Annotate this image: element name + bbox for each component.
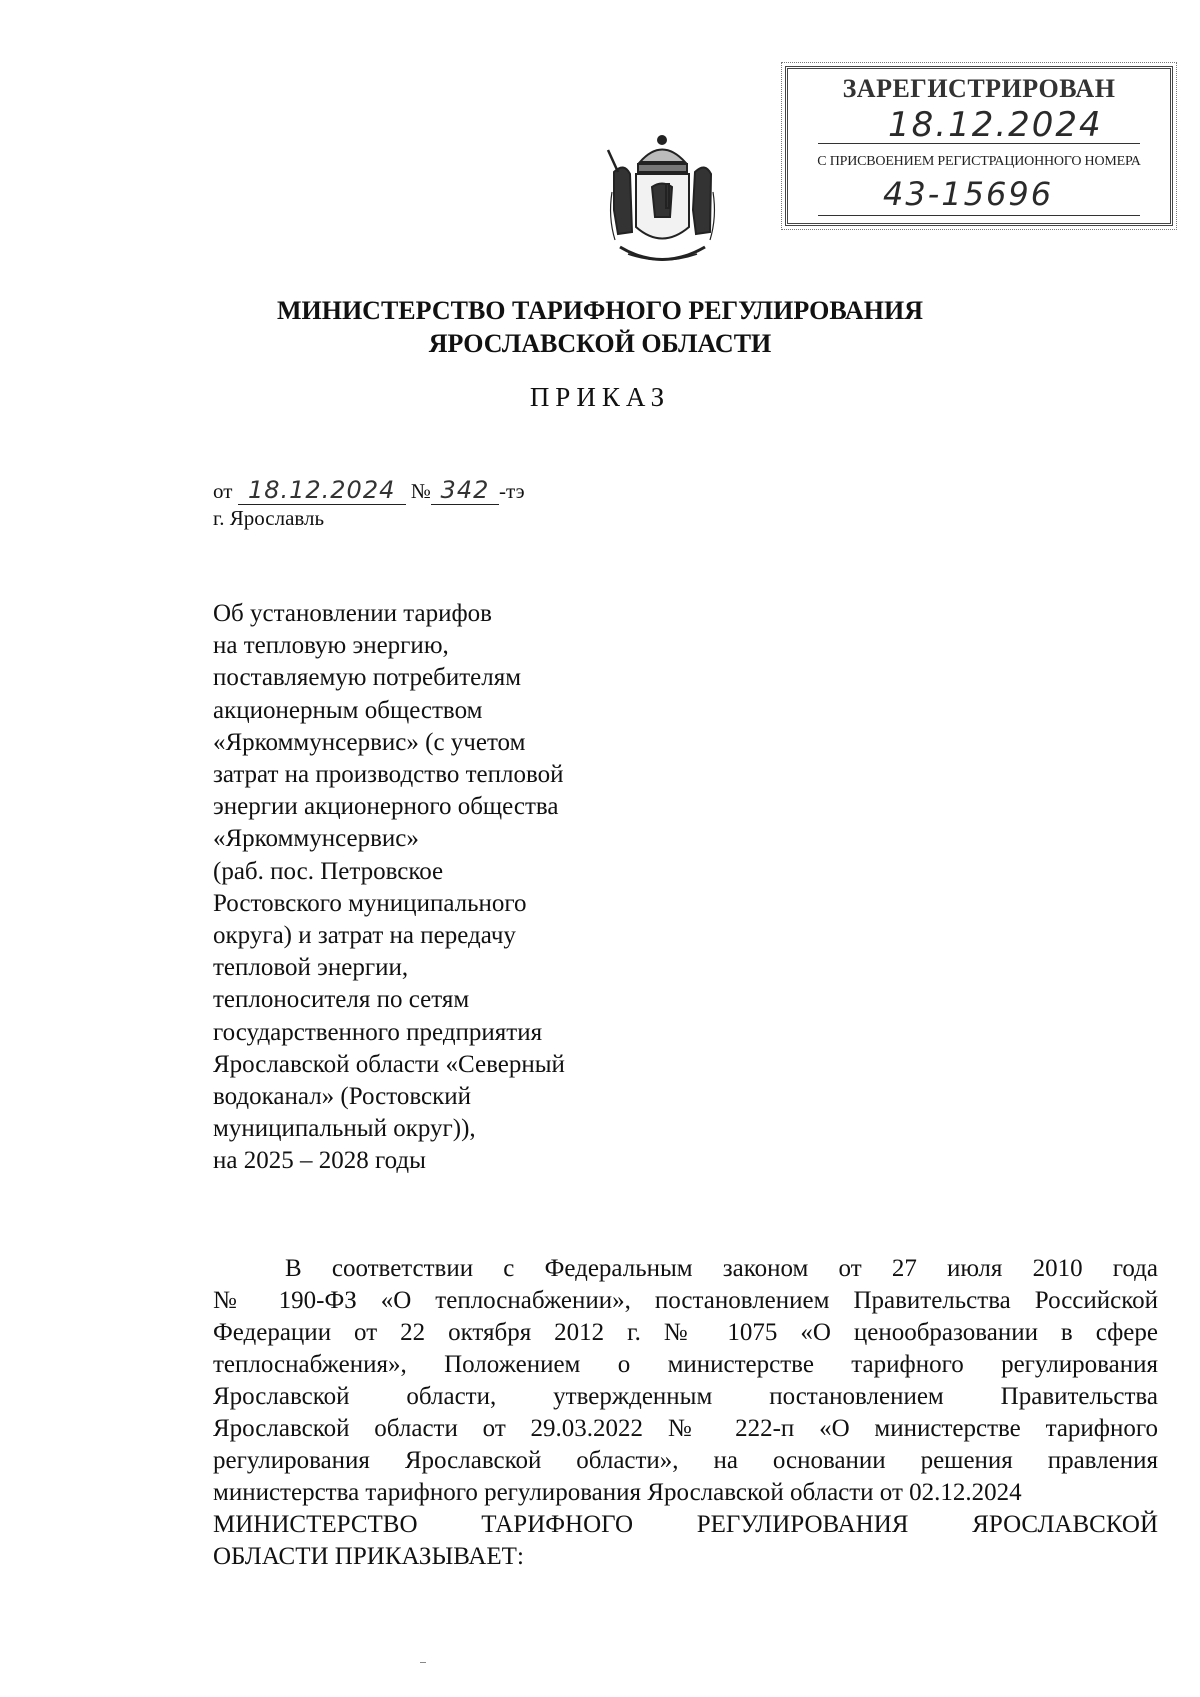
order-subject — [213, 598, 633, 1178]
body-line: теплоснабжения», Положением о министерстве тарифного регулирования — [213, 1351, 1158, 1378]
subject-line: на тепловую энергию, — [213, 632, 449, 660]
order-city: г. Ярославль — [213, 506, 325, 530]
body-line: ОБЛАСТИ ПРИКАЗЫВАЕТ: — [213, 1543, 524, 1570]
subject-line: Ярославской области «Северный — [213, 1050, 565, 1078]
body-line: В соответствии с Федеральным законом от 27 июля 2010 года — [285, 1255, 1158, 1282]
subject-line: государственного предприятия — [213, 1018, 543, 1046]
subject-line: поставляемую потребителям — [213, 664, 522, 692]
subject-line: муниципальный округ)), — [213, 1115, 476, 1143]
body-line: Ярославской области от 29.03.2022 № 222-п «О министерстве тарифного — [213, 1415, 1158, 1442]
order-from-label: от — [213, 479, 233, 503]
stamp-number-handwritten: 43-15696 — [883, 175, 1054, 213]
body-line: № 190-ФЗ «О теплоснабжении», постановлением Правительства Российской — [213, 1287, 1158, 1314]
order-preamble-paragraph — [213, 1253, 1158, 1573]
ministry-title-line1: МИНИСТЕРСТВО ТАРИФНОГО РЕГУЛИРОВАНИЯ — [276, 296, 924, 325]
subject-line: Ростовского муниципального — [213, 889, 527, 917]
stamp-number-line — [818, 215, 1140, 216]
document-type-title: ПРИКАЗ — [529, 382, 671, 412]
stamp-date-handwritten: 18.12.2024 — [888, 105, 1103, 145]
registration-stamp — [785, 66, 1173, 226]
order-number-suffix: -тэ — [498, 479, 525, 503]
subject-line: (раб. пос. Петровское — [213, 857, 444, 885]
subject-line: затрат на производство тепловой — [213, 761, 564, 789]
order-number-sign: № — [410, 479, 431, 503]
subject-line: округа) и затрат на передачу — [213, 922, 516, 950]
stamp-label: С ПРИСВОЕНИЕМ РЕГИСТРАЦИОННОГО НОМЕРА — [817, 154, 1141, 169]
ministry-title-line2: ЯРОСЛАВСКОЙ ОБЛАСТИ — [428, 329, 772, 358]
order-number-handwritten: 342 — [431, 476, 499, 505]
subject-line: Об установлении тарифов — [213, 600, 492, 627]
coat-of-arms-emblem — [600, 132, 725, 272]
subject-line: теплоносителя по сетям — [213, 986, 470, 1014]
order-date-number — [213, 476, 525, 505]
scan-mark — [420, 1662, 426, 1663]
body-line: Ярославской области, утвержденным постановлением Правительства — [213, 1383, 1158, 1410]
stamp-date-line — [818, 143, 1140, 144]
stamp-title: ЗАРЕГИСТРИРОВАН — [842, 74, 1116, 103]
body-line: Федерации от 22 октября 2012 г. № 1075 «О ценообразовании в сфере — [213, 1319, 1158, 1346]
order-date-handwritten: 18.12.2024 — [238, 476, 406, 505]
subject-line: «Яркоммунсервис» (с учетом — [213, 728, 526, 756]
subject-line: водоканал» (Ростовский — [213, 1083, 471, 1111]
subject-line: акционерным обществом — [213, 696, 483, 724]
subject-line: «Яркоммунсервис» — [213, 825, 419, 853]
subject-line: тепловой энергии, — [213, 954, 409, 982]
subject-line: энергии акционерного общества — [213, 793, 559, 821]
body-line: МИНИСТЕРСТВО ТАРИФНОГО РЕГУЛИРОВАНИЯ ЯРОСЛАВСКОЙ — [213, 1511, 1158, 1538]
body-line: регулирования Ярославской области», на основании решения правления — [213, 1447, 1158, 1474]
subject-line: на 2025 – 2028 годы — [213, 1147, 426, 1175]
body-line: министерства тарифного регулирования Ярославской области от 02.12.2024 — [213, 1479, 1022, 1506]
